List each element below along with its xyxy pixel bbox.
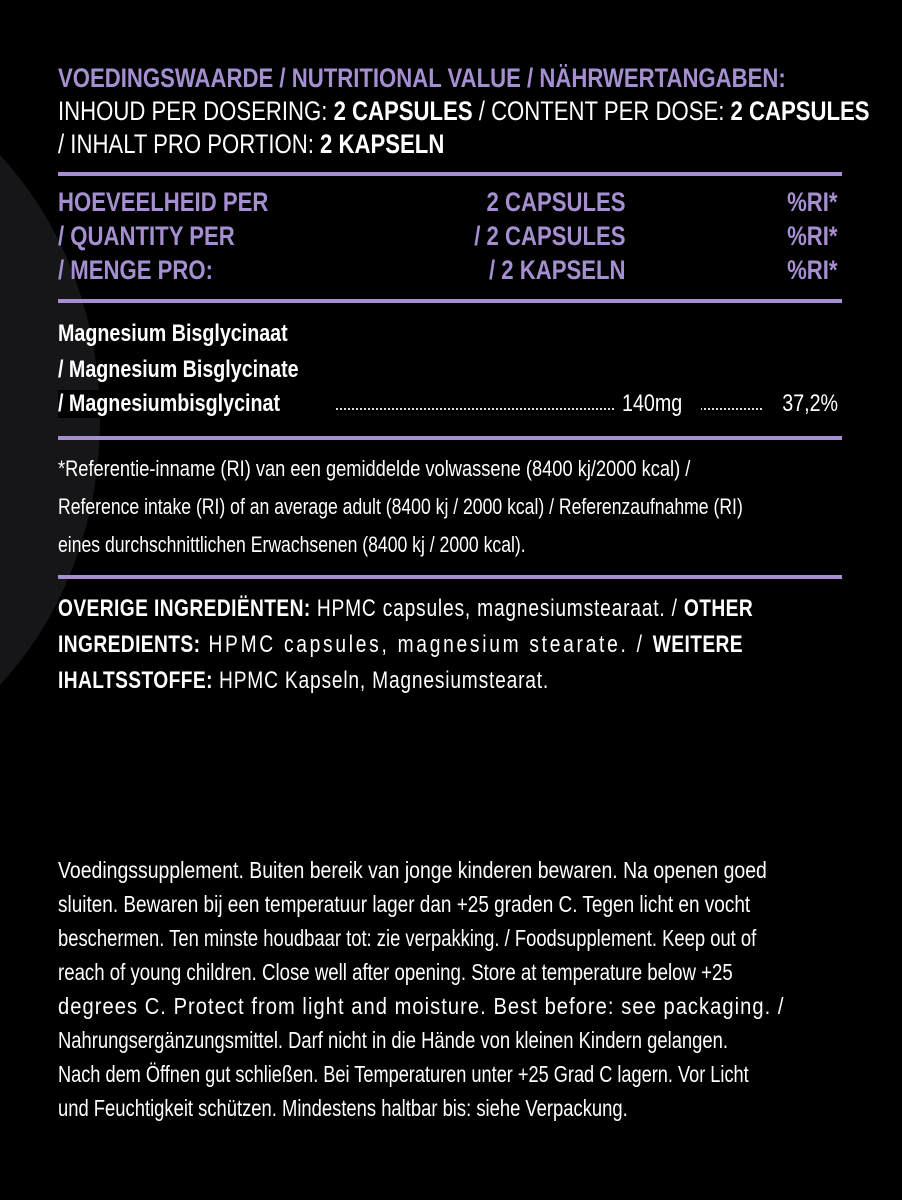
- divider-1: [58, 172, 842, 176]
- storage-line: Nach dem Öffnen gut schließen. Bei Temperaturen unter +25 Grad C lagern. Vor Licht: [58, 1061, 749, 1087]
- other-ingredients: [58, 591, 842, 699]
- dose-label-de: / INHALT PRO PORTION:: [58, 129, 314, 159]
- nutrition-header: [58, 62, 870, 161]
- quantity-row: [58, 255, 842, 289]
- quantity-ri: %RI*: [787, 255, 838, 285]
- other-ingredients-label-de: IHALTSSTOFFE:: [58, 667, 213, 694]
- quantity-label: / QUANTITY PER: [58, 221, 235, 251]
- other-ingredients-label-en: INGREDIENTS:: [58, 631, 201, 658]
- dose-value-de: 2 KAPSELN: [320, 129, 445, 159]
- storage-line: reach of young children. Close well after opening. Store at temperature below +25: [58, 959, 733, 985]
- storage-instructions: [58, 853, 842, 1125]
- quantity-label: HOEVEELHEID PER: [58, 187, 269, 217]
- storage-line: und Feuchtigkeit schützen. Mindestens haltbar bis: siehe Verpackung.: [58, 1095, 628, 1121]
- other-ingredients-text-nl: HPMC capsules, magnesiumstearaat. /: [316, 595, 678, 622]
- ingredient-name-nl: Magnesium Bisglycinaat: [58, 320, 288, 347]
- other-ingredients-label-en: OTHER: [683, 595, 754, 622]
- reference-note-line: eines durchschnittlichen Erwachsenen (8400 kj / 2000 kcal).: [58, 532, 526, 557]
- other-ingredients-text-de: HPMC Kapseln, Magnesiumstearat.: [219, 667, 550, 694]
- other-ingredients-text-en: HPMC capsules, magnesium stearate. /: [208, 631, 645, 658]
- ingredient-name-nl-line: [58, 316, 842, 352]
- quantity-label: / MENGE PRO:: [58, 255, 213, 285]
- storage-line: Voedingssupplement. Buiten bereik van jonge kinderen bewaren. Na openen goed: [58, 857, 767, 883]
- quantity-row: [58, 221, 842, 255]
- dose-label-en: / CONTENT PER DOSE:: [478, 96, 725, 126]
- dose-label-nl: INHOUD PER DOSERING:: [58, 96, 328, 126]
- ingredient-amount: 140mg: [622, 390, 683, 417]
- dose-value-nl: 2 CAPSULES: [333, 96, 473, 126]
- divider-4: [58, 575, 842, 579]
- quantity-amount: / 2 CAPSULES: [474, 221, 626, 251]
- storage-line: degrees C. Protect from light and moisture. Best before: see packaging. /: [58, 993, 785, 1019]
- quantity-amount: 2 CAPSULES: [486, 187, 626, 217]
- other-ingredients-label-nl: OVERIGE INGREDIËNTEN:: [58, 595, 311, 622]
- quantity-amount: / 2 KAPSELN: [489, 255, 626, 285]
- ingredient-ri-percent: 37,2%: [782, 390, 838, 417]
- ingredient-name-en-line: [58, 352, 842, 388]
- storage-line: beschermen. Ten minste houdbaar tot: zie verpakking. / Foodsupplement. Keep out of: [58, 925, 757, 951]
- quantity-row: [58, 187, 842, 221]
- reference-note-line: Reference intake (RI) of an average adult (8400 kj / 2000 kcal) / Referenzaufnahme (RI): [58, 494, 743, 519]
- quantity-ri: %RI*: [787, 187, 838, 217]
- ingredient-row: [58, 390, 842, 426]
- ingredient-name-en: / Magnesium Bisglycinate: [58, 356, 299, 383]
- other-ingredients-label-de: WEITERE: [652, 631, 744, 658]
- ingredient-name-de: / Magnesiumbisglycinat: [58, 390, 281, 417]
- quantity-ri: %RI*: [787, 221, 838, 251]
- reference-note: [58, 450, 842, 564]
- divider-2: [58, 299, 842, 303]
- nutrition-title: VOEDINGSWAARDE / NUTRITIONAL VALUE / NÄHRWERTANGABEN:: [58, 63, 786, 93]
- divider-3: [58, 436, 842, 440]
- dose-value-en: 2 CAPSULES: [730, 96, 870, 126]
- storage-line: sluiten. Bewaren bij een temperatuur lager dan +25 graden C. Tegen licht en vocht: [58, 891, 751, 917]
- storage-line: Nahrungsergänzungsmittel. Darf nicht in die Hände von kleinen Kindern gelangen.: [58, 1027, 728, 1053]
- reference-note-line: *Referentie-inname (RI) van een gemiddelde volwassene (8400 kj/2000 kcal) /: [58, 456, 691, 481]
